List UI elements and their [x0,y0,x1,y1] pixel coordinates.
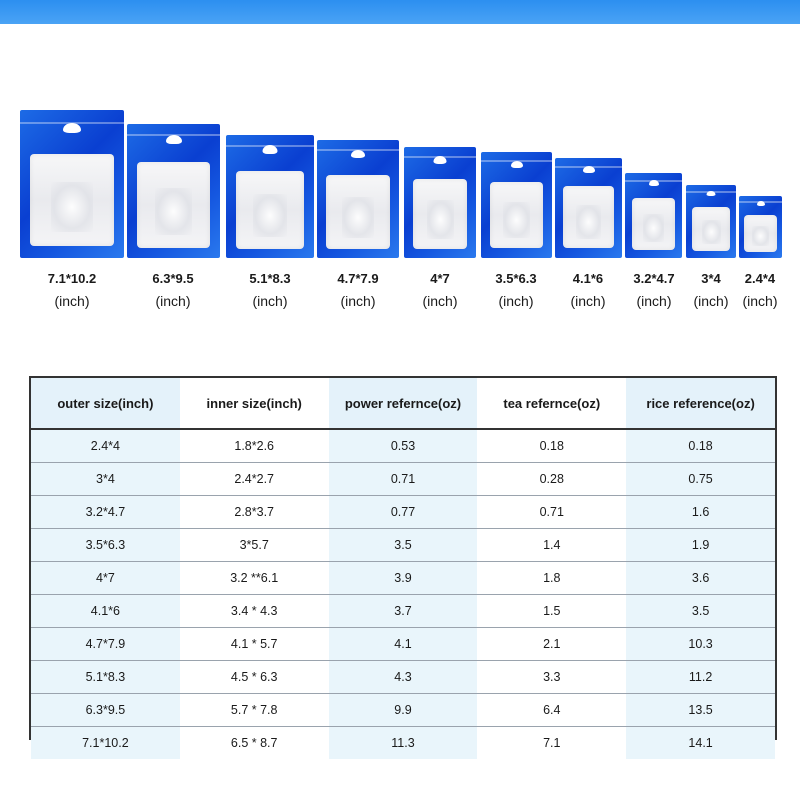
table-cell: 3.7 [329,595,478,628]
bag-image [555,158,622,258]
table-cell: 1.8*2.6 [180,429,329,463]
bag-label: 4.7*7.9 (inch) [337,271,379,309]
table-cell: 0.71 [329,463,478,496]
table-cell: 9.9 [329,694,478,727]
table-cell: 11.2 [626,661,775,694]
table-row [31,628,775,661]
table-row [31,727,775,760]
table-cell: 3*5.7 [180,529,329,562]
table-cell: 6.4 [477,694,626,727]
bag-image [317,140,399,258]
size-reference-table [29,376,777,750]
table-cell: 3.6 [626,562,775,595]
table-cell: 4.3 [329,661,478,694]
table-cell: 6.3*9.5 [31,694,180,727]
bag-label: 5.1*8.3 (inch) [249,271,291,309]
table-cell: 3.5 [329,529,478,562]
table-row [31,562,775,595]
table-cell: 4.1 * 5.7 [180,628,329,661]
bag-image [20,110,124,258]
table-cell: 1.9 [626,529,775,562]
table-cell: 1.8 [477,562,626,595]
table-cell: 4*7 [31,562,180,595]
bag-image [625,173,682,258]
column-header: outer size(inch) [31,378,180,429]
table-cell: 2.4*4 [31,429,180,463]
table-cell: 4.1*6 [31,595,180,628]
column-header: inner size(inch) [180,378,329,429]
table-header-row [31,378,775,429]
table-cell: 1.6 [626,496,775,529]
table-cell: 2.1 [477,628,626,661]
table-cell: 4.1 [329,628,478,661]
table-row [31,529,775,562]
table-row [31,463,775,496]
table-row [31,429,775,463]
bag-label: 3.2*4.7 (inch) [633,271,675,309]
column-header: rice reference(oz) [626,378,775,429]
bag-image [481,152,552,258]
table-cell: 7.1 [477,727,626,760]
bag-label: 2.4*4 (inch) [742,271,778,309]
table-cell: 3.5 [626,595,775,628]
table-cell: 0.75 [626,463,775,496]
table-cell: 10.3 [626,628,775,661]
bag-image [127,124,220,258]
table-cell: 0.71 [477,496,626,529]
table-cell: 3*4 [31,463,180,496]
table-cell: 2.8*3.7 [180,496,329,529]
table-cell: 3.2 **6.1 [180,562,329,595]
table-cell: 14.1 [626,727,775,760]
bag-image [686,185,736,258]
column-header: power refernce(oz) [329,378,478,429]
bag-label: 6.3*9.5 (inch) [152,271,194,309]
bag-image [226,135,314,258]
table-cell: 3.9 [329,562,478,595]
table-cell: 0.28 [477,463,626,496]
table-cell: 3.2*4.7 [31,496,180,529]
table-cell: 0.77 [329,496,478,529]
table-cell: 0.18 [477,429,626,463]
bag-label: 7.1*10.2 (inch) [47,271,97,309]
table-row [31,694,775,727]
table-cell: 5.1*8.3 [31,661,180,694]
table-cell: 1.4 [477,529,626,562]
table-row [31,661,775,694]
column-header: tea refernce(oz) [477,378,626,429]
table-row [31,595,775,628]
bag-label: 4*7 (inch) [422,271,458,309]
table-cell: 1.5 [477,595,626,628]
table-row [31,496,775,529]
table-cell: 13.5 [626,694,775,727]
table-cell: 0.18 [626,429,775,463]
bag-image [739,196,782,258]
bag-label: 3.5*6.3 (inch) [495,271,537,309]
table-cell: 3.4 * 4.3 [180,595,329,628]
bag-gallery [0,0,800,330]
bag-label: 4.1*6 (inch) [570,271,606,309]
table-cell: 4.7*7.9 [31,628,180,661]
table-cell: 6.5 * 8.7 [180,727,329,760]
bag-label: 3*4 (inch) [693,271,729,309]
bag-image [404,147,476,258]
table-cell: 4.5 * 6.3 [180,661,329,694]
table-cell: 11.3 [329,727,478,760]
table-cell: 3.5*6.3 [31,529,180,562]
table-cell: 0.53 [329,429,478,463]
table-cell: 3.3 [477,661,626,694]
table-cell: 5.7 * 7.8 [180,694,329,727]
table-cell: 7.1*10.2 [31,727,180,760]
table-cell: 2.4*2.7 [180,463,329,496]
